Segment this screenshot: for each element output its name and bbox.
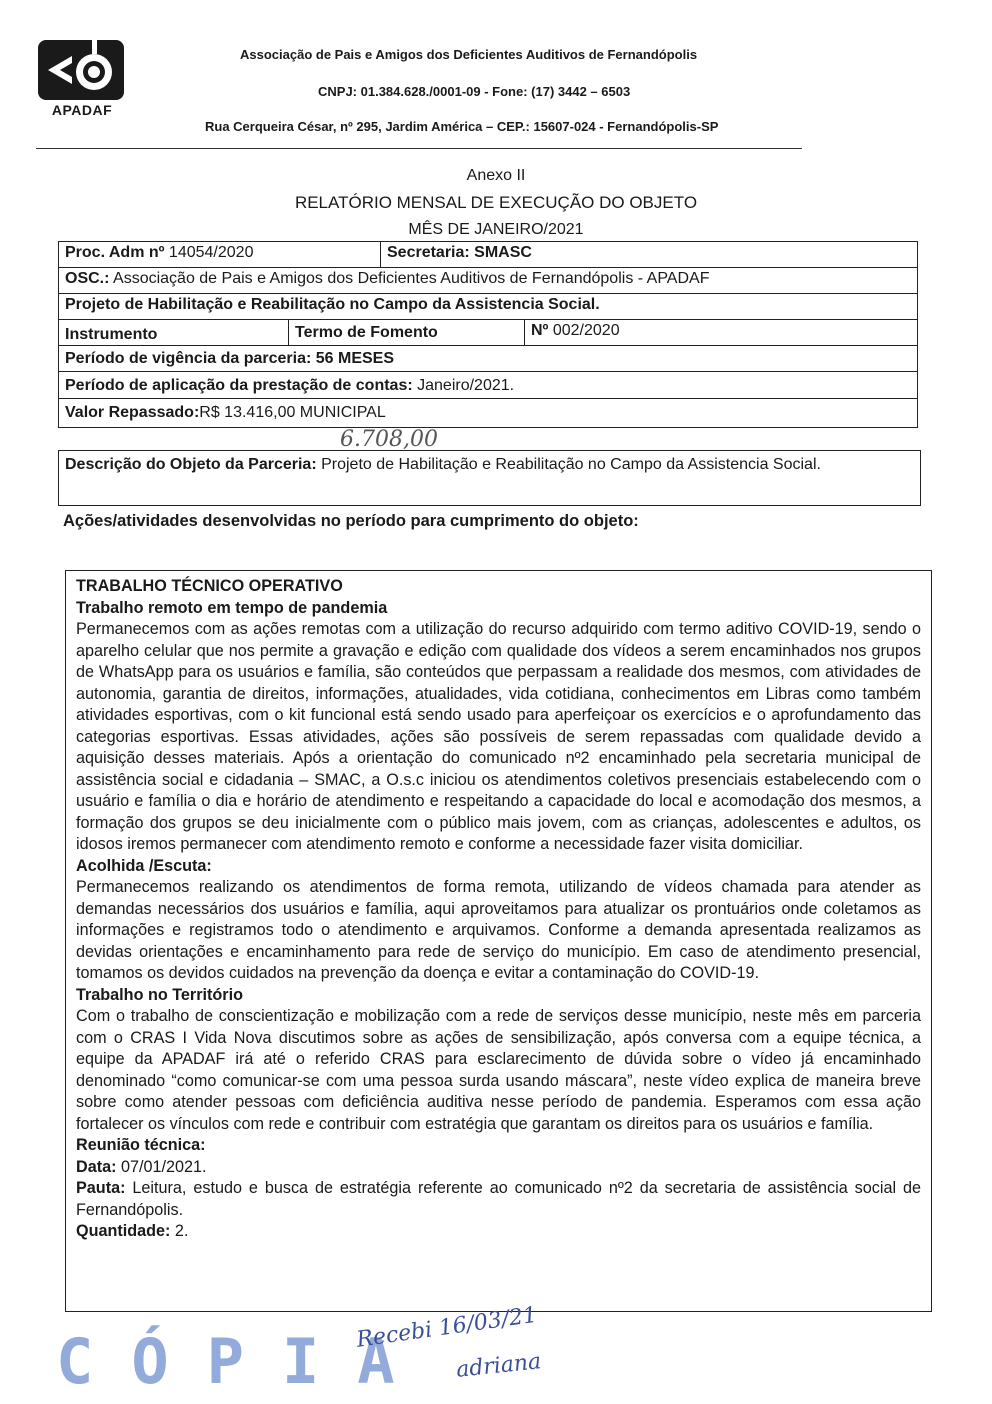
activities-box <box>65 570 932 1312</box>
address-line: Rua Cerqueira César, nº 295, Jardim América – CEP.: 15607-024 - Fernandópolis-SP <box>205 119 719 134</box>
territorio-text: Com o trabalho de conscientização e mobilização com a rede de serviços desse município, neste mês em parceria com o CRAS I Vida Nova discutimos sobre as ações de sensibilização, após conversa com a equipe técnica, a equipe da APADAF irá até o referido CRAS para esclarecimento de dúvida sobre o vídeo já encaminhado denominado “como comunicar-se com uma pessoa surda usando máscara”, neste vídeo explica de maneira breve sobre como atender pessoas com deficiência auditiva nesse período de pandemia. Esperamos com essa ação fortalecer os vínculos com rede e contribuir com estratégia que garantam os direitos para os usuários e família. <box>76 1007 921 1133</box>
org-name: Associação de Pais e Amigos dos Deficientes Auditivos de Fernandópolis <box>240 47 698 62</box>
aplicacao-cell <box>59 372 520 398</box>
aplicacao-value: Janeiro/2021. <box>412 377 515 394</box>
section-title: TRABALHO TÉCNICO OPERATIVO <box>76 577 343 595</box>
row-valor <box>58 398 918 428</box>
numero-cell <box>525 320 626 345</box>
handwritten-amount: 6.708,00 <box>340 427 438 452</box>
projeto: Projeto de Habilitação e Reabilitação no Campo da Assistencia Social. <box>65 296 600 313</box>
data-label: Data: <box>76 1157 117 1176</box>
row-projeto <box>58 293 918 320</box>
row-osc <box>58 267 918 294</box>
descricao-label: Descrição do Objeto da Parceria: <box>65 456 317 473</box>
quantidade-label: Quantidade: <box>76 1222 171 1240</box>
acoes-heading: Ações/atividades desenvolvidas no período para cumprimento do objeto: <box>63 512 639 530</box>
valor-value: R$ 13.416,00 MUNICIPAL <box>199 404 386 421</box>
numero-value: 002/2020 <box>548 322 620 339</box>
valor-label: Valor Repassado: <box>65 404 200 421</box>
copia-stamp: CÓPIA <box>56 1325 433 1398</box>
data-line <box>76 1157 921 1179</box>
handwritten-name: adriana <box>455 1349 543 1383</box>
numero-label: Nº <box>531 322 549 339</box>
month-title: MÊS DE JANEIRO/2021 <box>408 221 584 238</box>
vigencia: Período de vigência da parceria: 56 MESES <box>65 350 395 367</box>
pauta-value: Leitura, estudo e busca de estratégia referente ao comunicado nº2 da secretaria de assistência social de Fernandópolis. <box>76 1179 921 1219</box>
acolhida-title: Acolhida /Escuta: <box>76 856 212 875</box>
instrumento: Instrumento <box>59 320 289 345</box>
handwritten-received: Recebi 16/03/21 <box>355 1302 539 1353</box>
cnpj-line: CNPJ: 01.384.628./0001-09 - Fone: (17) 3442 – 6503 <box>318 84 631 99</box>
pauta-label: Pauta: <box>76 1179 126 1197</box>
osc-cell <box>59 268 715 293</box>
annex-title: Anexo II <box>466 167 526 184</box>
territorio-title: Trabalho no Território <box>76 985 243 1004</box>
proc-label: Proc. Adm nº <box>65 244 165 261</box>
descricao-box <box>58 450 921 506</box>
report-title: RELATÓRIO MENSAL DE EXECUÇÃO DO OBJETO <box>294 193 698 212</box>
logo-text: APADAF <box>51 102 113 118</box>
descricao-value: Projeto de Habilitação e Reabilitação no Campo da Assistencia Social. <box>316 456 821 473</box>
header-divider <box>36 148 802 149</box>
row-proc <box>58 241 918 268</box>
remote-title: Trabalho remoto em tempo de pandemia <box>76 598 388 617</box>
acolhida-text: Permanecemos realizando os atendimentos de forma remota, utilizando de vídeos chamada para atender as demandas necessários dos usuários e família, aqui aproveitamos para atualizar os prontuários onde coletamos as informações e registramos todo o atendimento e arquivamos. Conforme a demanda apresentada realizamos as devidas orientações e encaminhamento para rede de serviço do município. Em caso de atendimento presencial, tomamos os devidos cuidados na prevenção da doença e evitar a contaminação do COVID-19. <box>76 878 921 982</box>
valor-cell <box>59 399 392 427</box>
quantidade-line <box>76 1221 921 1243</box>
row-aplicacao <box>58 371 918 399</box>
quantidade-value: 2. <box>170 1222 189 1240</box>
pauta-line <box>76 1178 921 1221</box>
row-vigencia <box>58 345 918 372</box>
row-instrumento <box>58 319 918 346</box>
apadaf-logo <box>36 40 128 122</box>
secretaria: Secretaria: SMASC <box>387 244 532 261</box>
reuniao-title: Reunião técnica: <box>76 1136 206 1154</box>
osc-label: OSC.: <box>65 270 110 287</box>
proc-cell <box>59 242 381 267</box>
aplicacao-label: Período de aplicação da prestação de contas: <box>65 377 413 394</box>
termo: Termo de Fomento <box>289 320 525 345</box>
data-value: 07/01/2021. <box>116 1157 207 1176</box>
remote-text: Permanecemos com as ações remotas com a utilização do recurso adquirido com termo aditivo COVID-19, sendo o aparelho celular que nos permite a gravação e edição com qualidade dos vídeos a serem encaminhados nos grupos de WhatsApp para os usuários e família, são conteúdos que perpassam a realidade dos mesmos, com atividades de autonomia, garantia de direitos, informações, atualidades, vida cotidiana, conhecimentos em Libras como também atividades esportivas, com o kit funcional está sendo usado para aperfeiçoar os exercícios e o aprofundamento das categorias esportivas. Essas atividades, ações são possíveis de serem repassadas com qualidade devido a aquisição desses materiais. Após a orientação do comunicado nº2 encaminhado pela secretaria municipal de assistência social e cidadania – SMAC, a O.s.c iniciou os atendimentos coletivos presenciais estabelecendo com o usuário e família o dia e horário de atendimento e respeitando a capacidade do local e acomodação dos mesmos, a formação dos grupos se deu inicialmente com o público mais jovem, com as crianças, adolescentes e adultos, os idosos iremos permanecer com atendimento remoto e conforme a necessidade fazer visita domiciliar. <box>76 620 921 853</box>
osc-value: Associação de Pais e Amigos dos Deficientes Auditivos de Fernandópolis - APADAF <box>109 270 710 287</box>
proc-value: 14054/2020 <box>164 244 254 261</box>
